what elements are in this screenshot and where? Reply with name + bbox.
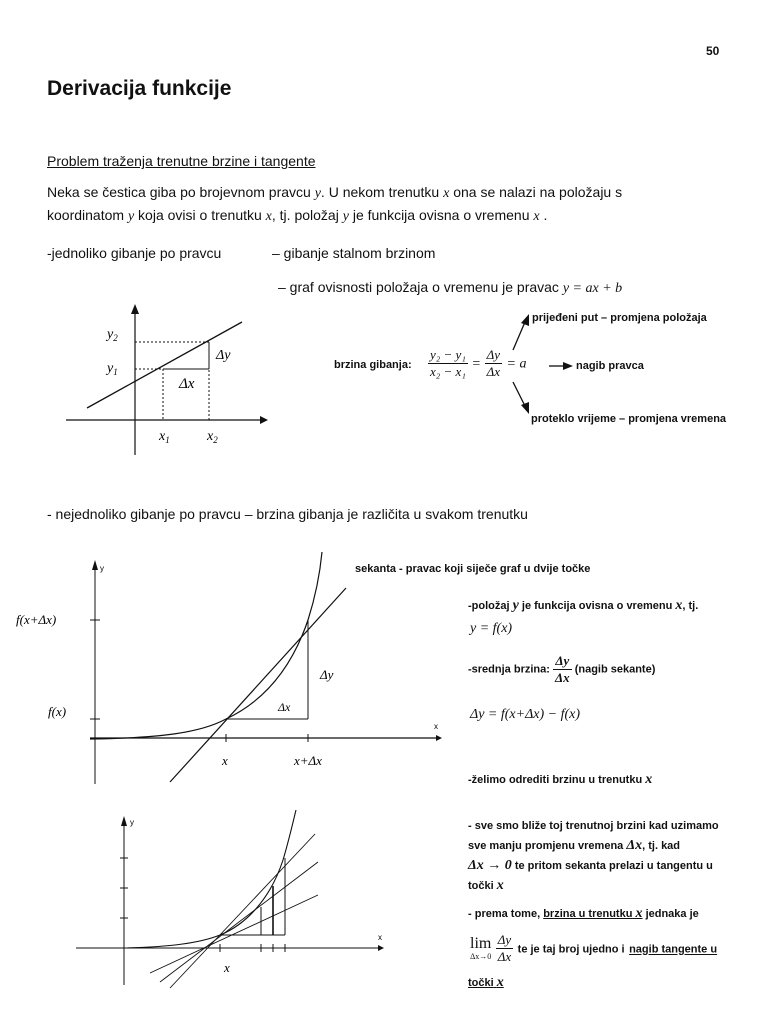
note-text: te je taj broj ujedno i xyxy=(517,943,625,956)
note-text: brzina u trenutku xyxy=(543,908,633,920)
position-note xyxy=(468,598,698,614)
x-axis-arrow-icon xyxy=(436,735,442,741)
mean-velocity-note xyxy=(468,653,655,686)
y-axis-arrow-icon xyxy=(131,304,139,314)
var-y: y xyxy=(314,186,321,201)
y1-label: $y_1$ xyxy=(107,361,118,377)
line-equation: y = ax + b xyxy=(562,281,623,296)
fx-label: f(x) xyxy=(48,704,67,719)
x1-label: $x_1$ xyxy=(159,429,170,445)
equals-sign: = xyxy=(472,356,481,372)
y-axis-label: y xyxy=(130,818,134,827)
x2-label: $x_2$ xyxy=(207,429,218,445)
delta-y-label: Δy xyxy=(216,348,231,363)
delta-x-label: Δx xyxy=(278,700,291,714)
var-x: x xyxy=(533,209,540,224)
var-y: y xyxy=(512,598,519,613)
final-line xyxy=(468,975,504,991)
closer-note xyxy=(468,816,758,896)
secant-line-2 xyxy=(160,862,318,982)
tick-x-label: x xyxy=(222,753,228,768)
delta-x: Δx xyxy=(554,670,570,685)
x-axis-arrow-icon xyxy=(378,945,384,951)
note-text: -želimo odrediti brzinu u trenutku xyxy=(468,774,643,786)
note-line xyxy=(468,836,758,856)
delta-x-to-zero: Δx → 0 xyxy=(468,858,512,873)
arrow-up-line xyxy=(513,322,525,350)
arrow-down-line xyxy=(513,382,525,406)
limit-expression xyxy=(470,932,717,965)
note-text: , tj. kad xyxy=(642,840,681,852)
goal-note xyxy=(468,772,652,788)
delta-y-equation: Δy = f(x+Δx) − f(x) xyxy=(470,707,581,722)
delta-x-label: Δx xyxy=(179,376,195,392)
intro-text: . xyxy=(543,207,548,223)
intro-text: , tj. položaj xyxy=(271,207,339,223)
note-text: sve manju promjenu vremena xyxy=(468,840,624,852)
note-text: jednaka je xyxy=(645,908,699,920)
y-axis-label: y xyxy=(100,564,104,573)
intro-text: koordinatom xyxy=(47,207,125,223)
var-y: y xyxy=(342,209,349,224)
note-text: -položaj xyxy=(468,600,510,612)
fxdx-label: f(x+Δx) xyxy=(16,612,57,627)
note-text: - prema tome, xyxy=(468,908,541,920)
var-x: x xyxy=(635,906,643,921)
note-line xyxy=(468,856,758,876)
uniform-right-1: – gibanje stalnom brzinom xyxy=(272,245,436,261)
note-text: te pritom sekanta prelazi u tangentu u xyxy=(514,860,713,872)
tangent-slope-phrase: nagib tangente u xyxy=(629,943,718,956)
delta-x: Δx xyxy=(497,949,512,964)
y-axis-arrow-icon xyxy=(92,560,98,570)
var-x: x xyxy=(496,878,504,893)
var-x: x xyxy=(265,209,272,224)
var-x: x xyxy=(645,772,653,787)
delta-y-label: Δy xyxy=(320,667,334,682)
secant-graph-figure xyxy=(10,548,450,788)
var-x: x xyxy=(675,598,683,613)
note-text: točki xyxy=(468,977,494,989)
x-axis-arrow-icon xyxy=(260,416,268,424)
note-text: -srednja brzina: xyxy=(468,663,550,676)
var-x: x xyxy=(496,975,504,990)
slope-a: = a xyxy=(506,356,527,372)
linear-graph-figure xyxy=(60,300,280,460)
tick-xdx-label: x+Δx xyxy=(294,753,322,768)
uniform-text: – graf ovisnosti položaja o vremenu je pravac xyxy=(278,279,559,295)
delta-y: Δy xyxy=(497,932,512,947)
intro-text: je funkcija ovisna o vremenu xyxy=(352,207,530,223)
y-axis-arrow-icon xyxy=(121,816,127,826)
note-text: točki xyxy=(468,880,494,892)
page-number: 50 xyxy=(706,44,720,58)
right-note: nagib pravca xyxy=(576,360,644,372)
secant-line-1 xyxy=(170,834,315,988)
page-title: Derivacija funkcije xyxy=(47,77,232,100)
velocity-numerator: y₂ − y₁ xyxy=(430,347,466,362)
position-equation: y = f(x) xyxy=(470,621,513,636)
var-x: x xyxy=(443,186,450,201)
note-text: , tj. xyxy=(682,600,699,612)
intro-line-2 xyxy=(47,204,737,228)
uniform-right-2 xyxy=(278,276,622,300)
bottom-note: proteklo vrijeme – promjena vremena xyxy=(531,413,727,425)
therefore-note xyxy=(468,906,699,922)
note-text: je funkcija ovisna o vremenu xyxy=(521,600,673,612)
intro-text: ona se nalazi na položaju s xyxy=(453,184,623,200)
intro-text: koja ovisi o trenutku xyxy=(138,207,262,223)
velocity-label: brzina gibanja: xyxy=(334,359,412,371)
note-text: (nagib sekante) xyxy=(574,663,656,676)
intro-text: . U nekom trenutku xyxy=(320,184,440,200)
note-line: - sve smo bliže toj trenutnoj brzini kad uzimamo xyxy=(468,820,719,832)
tangent-limit-figure xyxy=(70,810,390,995)
arrow-right-icon xyxy=(563,362,573,370)
delta-y: Δy xyxy=(486,347,501,362)
intro-text: Neka se čestica giba po brojevnom pravcu xyxy=(47,184,311,200)
section-subtitle: Problem traženja trenutne brzine i tangente xyxy=(47,153,316,169)
var-y: y xyxy=(127,209,135,224)
x-axis-label: x xyxy=(434,722,438,731)
note-line xyxy=(468,876,758,896)
x-axis-label: x xyxy=(378,933,382,942)
y2-label: $y_2$ xyxy=(107,327,118,343)
uniform-left: -jednoliko gibanje po pravcu xyxy=(47,245,222,261)
tick-x-label: x xyxy=(224,960,230,975)
function-curve xyxy=(124,810,296,948)
lim-symbol: lim xyxy=(470,935,492,952)
top-note: prijeđeni put – promjena položaja xyxy=(532,312,707,324)
intro-line-1 xyxy=(47,181,737,205)
velocity-denominator: x₂ − x₁ xyxy=(430,364,466,379)
arrow-down-icon xyxy=(521,402,529,414)
tangent-line xyxy=(150,895,318,973)
lim-subscript: Δx→0 xyxy=(470,952,492,961)
delta-y: Δy xyxy=(553,653,572,670)
instant-velocity-phrase xyxy=(543,908,642,920)
velocity-arrows xyxy=(505,310,575,420)
delta-x: Δx xyxy=(486,364,501,379)
nonuniform-text: - nejednoliko gibanje po pravcu – brzina gibanja je različita u svakom trenutku xyxy=(47,506,528,522)
secant-definition: sekanta - pravac koji siječe graf u dvije točke xyxy=(355,563,591,575)
delta-x: Δx xyxy=(626,838,643,853)
arrow-up-icon xyxy=(521,314,529,326)
